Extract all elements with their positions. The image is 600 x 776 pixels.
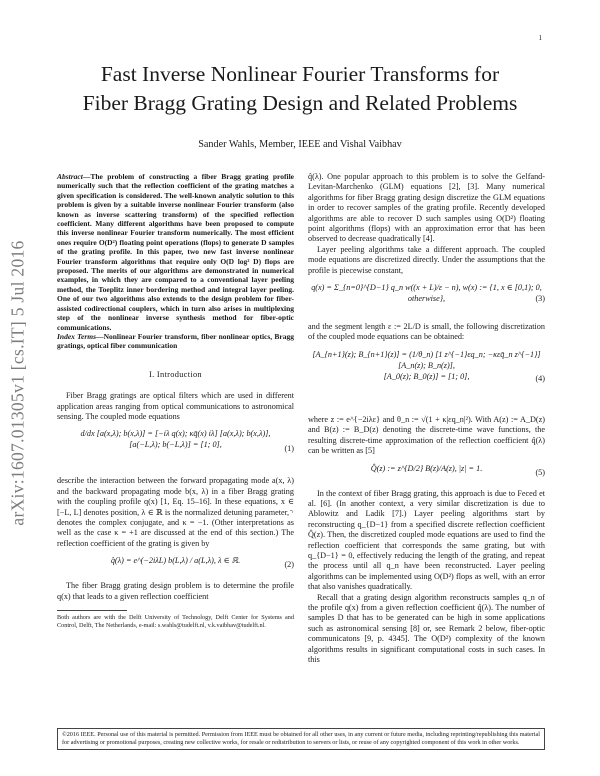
right-paragraph-1: q̂(λ). One popular approach to this problem is to solve the Gelfand-Levitan-Marchenko (GLM) equations [2], [3]. Many numerical algorithms for fiber Bragg grating design discretize the GLM equations in order to recover samples of the grating profile. Recently developed algorithms are able to recover D such samples using O(D²) floating point algorithms (flops) with an approximation error that has been observed to decrease quadratically [4]. <box>308 172 545 244</box>
equation-4-bottom: [A_0(z); B_0(z)] = [1; 0], <box>383 371 470 381</box>
right-paragraph-2: Layer peeling algorithms take a different approach. The coupled mode equations are discretized directly. Under the assumptions that the profile is piecewise constant, <box>308 244 545 275</box>
intro-paragraph-3: The fiber Bragg grating design problem is to determine the profile q(x) that leads to a given reflection coefficient <box>57 581 294 601</box>
equation-2-body: q̂(λ) = e^(−2iλL) b(L,λ) / a(L,λ), λ ∈ ℝ. <box>110 556 241 566</box>
abstract <box>57 172 294 332</box>
footnote-rule <box>57 610 127 611</box>
title-line-1: Fast Inverse Nonlinear Fourier Transforms for <box>100 62 500 86</box>
index-terms <box>57 332 294 351</box>
equation-2-number: (2) <box>284 559 294 569</box>
section-heading: I. Introduction <box>149 369 202 379</box>
equation-3-body: q(x) = Σ_{n=0}^{D−1} q_n w((x + L)/ε − n), w(x) := {1, x ∈ [0,1); 0, otherwise}, <box>311 283 542 304</box>
equation-1-number: (1) <box>284 444 294 454</box>
equation-1-top: d/dx [a(x,λ); b(x,λ)] = [−iλ q(x); κq̄(x) iλ] [a(x,λ); b(x,λ)], <box>80 429 271 439</box>
authors: Sander Wahls, Member, IEEE and Vishal Vaibhav <box>198 139 402 150</box>
equation-1-bottom: [a(−L,λ); b(−L,λ)] = [1; 0], <box>129 440 222 450</box>
equation-4-number: (4) <box>535 373 545 383</box>
equation-5-body: Q̂(z) := z^{D/2} B(z)/A(z), |z| = 1. <box>370 463 483 473</box>
title-line-2: Fiber Bragg Grating Design and Related Problems <box>82 91 518 115</box>
equation-4 <box>308 347 545 411</box>
equation-4-top: [A_{n+1}(z); B_{n+1}(z)] = (1/θ_n) [1 z^{−1}εq_n; −κεq̄_n z^{−1}] [A_n(z); B_n(z)], <box>312 349 541 370</box>
right-column <box>308 172 545 665</box>
equation-3-number: (3) <box>535 293 545 303</box>
equation-3 <box>308 280 545 318</box>
left-column <box>57 172 294 630</box>
equation-5-number: (5) <box>535 467 545 477</box>
footnote: Both authors are with the Delft University of Technology, Delft Center for Systems and Control, Delft, The Netherlands, e-mail: s.wahls@tudelft.nl, v.k.vaibhav@tudelft.nl. <box>57 614 294 629</box>
arxiv-id: arXiv:1607.01305v1 [cs.IT] 5 Jul 2016 <box>7 240 28 526</box>
right-paragraph-3: and the segment length ε := 2L/D is small, the following discretization of the coupled mode equations can be obtained: <box>308 322 545 342</box>
copyright-notice: ©2016 IEEE. Personal use of this material is permitted. Permission from IEEE must be obtained for all other uses, in any current or future media, including reprinting/republishing this material for advertising or promotional purposes, creating new collective works, for resale or redistribution to servers or lists, or reuse of any copyrighted component of this work in other works. <box>57 728 545 750</box>
intro-paragraph-2: describe the interaction between the forward propagating mode a(x, λ) and the backward propagating mode b(x, λ) in a fiber Bragg grating with the coupling profile q(x) [1, Eq. 15–16]. In these equations, x ∈ [−L, L] denotes position, λ ∈ ℝ is the normalized detuning parameter, ̄· denotes the complex conjugate, and κ = −1. (Other interpretations as well as the case κ = +1 are discussed at the end of this section.) The reflection coefficient of the grating is given by <box>57 476 294 548</box>
abstract-label: Abstract— <box>57 172 91 181</box>
page-number: 1 <box>538 34 542 42</box>
equation-2 <box>57 553 294 577</box>
paper-title <box>40 60 560 118</box>
index-terms-text: Nonlinear Fourier transform, fiber nonlinear optics, Bragg gratings, optical fiber communication <box>57 331 294 351</box>
right-paragraph-6: Recall that a grating design algorithm reconstructs samples q_n of the profile q(x) from a given reflection coefficient q̂(λ). The number of samples D that has to be generated can be high in some applications such as astronomical sensing [8] or, see Remark 2 below, fiber-optic communicatons [9, p. 4345]. The O(D²) complexity of the known algorithms results in significant computational costs in such cases. In this <box>308 592 545 664</box>
intro-paragraph-1: Fiber Bragg gratings are optical filters which are used in different application areas ranging from optical communications to astronomical sensing. The coupled mode equations <box>57 391 294 421</box>
right-paragraph-5: In the context of fiber Bragg grating, this approach is due to Feced et al. [6]. (In another context, a very similar discretization is due to Ablowitz and Ladik [7].) Layer peeling algorithms start by reconstructing q_{D−1} from a specified discrete reflection coefficient Q̂(z). Then, the discretized coupled mode equations are used to find the reflection coefficient that corresponds the same grating, but with q_{D−1} = 0, effectively reducing the length of the grating, and repeat the process until all q_n have been reconstructed. Layer peeling algorithms can be implemented using O(D²) flops as well, with an error that also vanishes quadratically. <box>308 488 545 592</box>
equation-1 <box>57 426 294 472</box>
index-terms-label: Index Terms— <box>57 331 104 341</box>
abstract-text: The problem of constructing a fiber Bragg grating profile numerically such that the reflection coefficient of the grating matches a given specification is considered. The well-known analytic solution to this problem is given by a suitable inverse nonlinear Fourier transform (also known as inverse scattering transform) of the specified reflection coefficient. Many different algorithms have been proposed to compute this inverse nonlinear Fourier transform numerically. The most efficient ones require O(D²) floating point operations (flops) to generate D samples of the grating profile. In this paper, two new fast inverse nonlinear Fourier transform algorithms that require only O(D log² D) flops are proposed. The merits of our algorithms are demonstrated in numerical examples, in which they are compared to a conventional layer peeling method, the Toeplitz inner bordering method and integral layer peeling. One of our two algorithms also extends to the design problem for fiber-assisted codirectional couplers, which in turn also arises in multiplexing step of the nonlinear inverse synthesis method for fiber-optic communications. <box>57 172 294 332</box>
equation-5 <box>308 461 545 485</box>
right-paragraph-4: where z := e^{−2iλε} and θ_n := √(1 + κ|εq_n|²). With A(z) := A_D(z) and B(z) := B_D(z) denoting the discrete-time wave functions, the resulting discrete-time approximation of the reflection coefficient q̂(λ) can be written as [5] <box>308 414 545 456</box>
arxiv-stamp <box>6 198 30 568</box>
